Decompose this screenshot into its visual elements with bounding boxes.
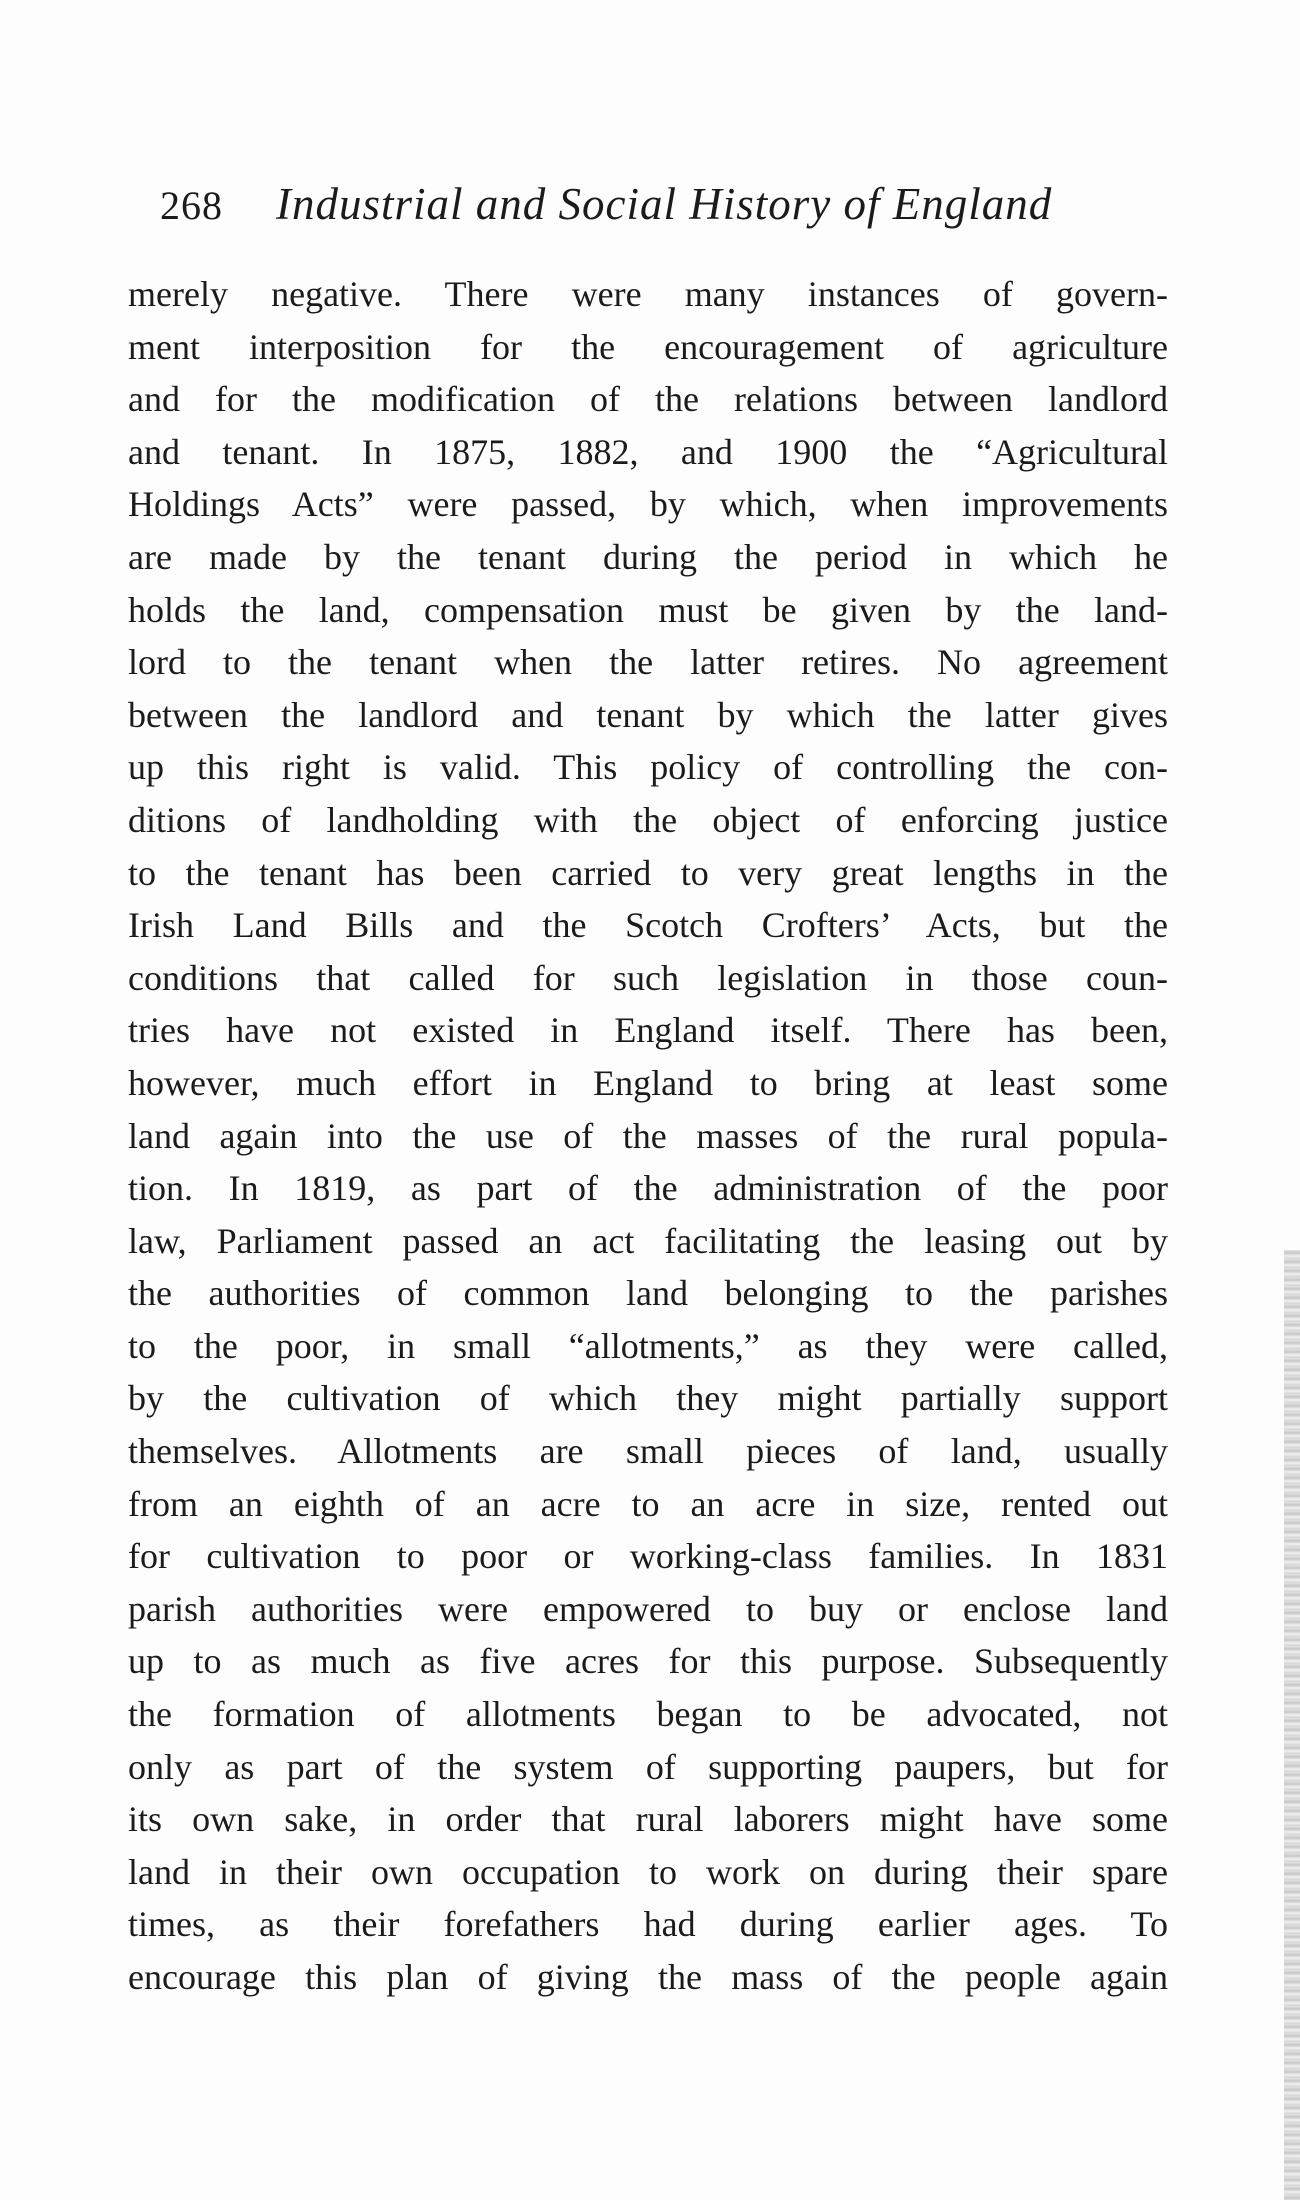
text-line: tion. In 1819, as part of the administration of the poor: [128, 1168, 1168, 1209]
page-edge-shadow: [1284, 1250, 1300, 2200]
text-line: ditions of landholding with the object of enforcing justice: [128, 799, 1168, 840]
text-line: up this right is valid. This policy of controlling the con-: [128, 747, 1168, 788]
text-line: merely negative. There were many instances of govern-: [128, 274, 1168, 314]
text-line: and for the modification of the relations between landlord: [128, 379, 1168, 420]
text-line: only as part of the system of supporting paupers, but for: [128, 1746, 1168, 1787]
text-line: land again into the use of the masses of the rural popula-: [128, 1115, 1168, 1156]
text-line: are made by the tenant during the period in which he: [128, 536, 1168, 577]
text-line: land in their own occupation to work on during their spare: [128, 1851, 1168, 1892]
text-line: ment interposition for the encouragement of agriculture: [128, 326, 1168, 367]
text-line: to the poor, in small “allotments,” as they were called,: [128, 1325, 1168, 1366]
text-line: themselves. Allotments are small pieces of land, usually: [128, 1431, 1168, 1472]
text-line: tries have not existed in England itself. There has been,: [128, 1010, 1168, 1051]
text-line: parish authorities were empowered to buy or enclose land: [128, 1588, 1168, 1629]
text-line: Irish Land Bills and the Scotch Crofters’ Acts, but the: [128, 905, 1168, 946]
text-line: by the cultivation of which they might partially support: [128, 1378, 1168, 1419]
text-line: however, much effort in England to bring at least some: [128, 1062, 1168, 1103]
text-line: holds the land, compensation must be given by the land-: [128, 589, 1168, 630]
text-line: law, Parliament passed an act facilitating the leasing out by: [128, 1220, 1168, 1261]
text-line: to the tenant has been carried to very great lengths in the: [128, 852, 1168, 893]
text-line: encourage this plan of giving the mass of the people again: [128, 1957, 1168, 1997]
text-line: lord to the tenant when the latter retires. No agreement: [128, 642, 1168, 683]
text-line: times, as their forefathers had during earlier ages. To: [128, 1904, 1168, 1945]
text-line: up to as much as five acres for this purpose. Subsequently: [128, 1641, 1168, 1682]
text-line: Holdings Acts” were passed, by which, when improvements: [128, 484, 1168, 525]
text-line: for cultivation to poor or working-class families. In 1831: [128, 1536, 1168, 1577]
running-head: [160, 178, 1100, 238]
book-title: Industrial and Social History of England: [276, 179, 1053, 229]
page-number: 268: [160, 183, 223, 228]
body-text: [128, 268, 1168, 2004]
text-line: between the landlord and tenant by which the latter gives: [128, 694, 1168, 735]
text-line: and tenant. In 1875, 1882, and 1900 the “Agricultural: [128, 431, 1168, 472]
text-line: from an eighth of an acre to an acre in size, rented out: [128, 1483, 1168, 1524]
text-line: the authorities of common land belonging to the parishes: [128, 1273, 1168, 1314]
text-line: its own sake, in order that rural laborers might have some: [128, 1799, 1168, 1840]
text-line: the formation of allotments began to be advocated, not: [128, 1694, 1168, 1735]
text-line: conditions that called for such legislation in those coun-: [128, 957, 1168, 998]
